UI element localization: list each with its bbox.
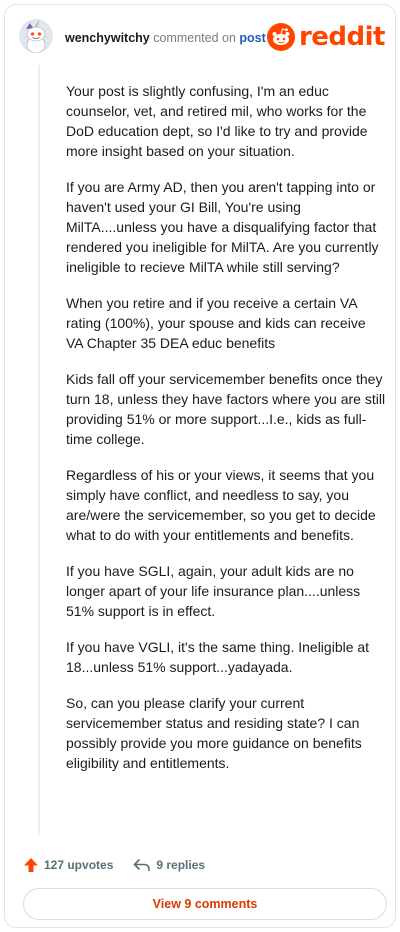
comment-header bbox=[19, 19, 385, 59]
comment-paragraph: Kids fall off your servicemember benefits once they turn 18, unless they have factors where you are still providing 51% or more support...I.e., kids as full-time college. bbox=[66, 371, 386, 447]
comment-paragraph: So, can you please clarify your current servicemember status and residing state? I can possibly provide you more guidance on benefits eligibility and entitlements. bbox=[66, 695, 362, 771]
reply-arrow-icon bbox=[133, 858, 151, 872]
comment-paragraph: Your post is slightly confusing, I'm an educ counselor, vet, and retired mil, who works for the DoD education dept, so I'd like to try and provide more insight based on your situation. bbox=[66, 83, 368, 159]
reddit-snoo-icon bbox=[267, 23, 295, 51]
comment-paragraph: If you are Army AD, then you aren't tapping into or haven't used your GI Bill, You're using MilTA....unless you have a disqualifying factor that rendered you ineligible for MilTA. Are you currently ineligible to recieve MilTA while still serving? bbox=[66, 179, 379, 275]
comment-card bbox=[4, 4, 396, 928]
comment-body bbox=[66, 81, 386, 789]
reply-count: 9 replies bbox=[156, 858, 206, 872]
byline-verb: commented on bbox=[153, 31, 236, 45]
post-link[interactable]: post bbox=[239, 31, 266, 45]
upvote-arrow-icon bbox=[23, 857, 39, 873]
upvote-count: 127 upvotes bbox=[44, 858, 114, 872]
username-link[interactable]: wenchywitchy bbox=[65, 31, 150, 45]
reddit-wordmark: reddit bbox=[298, 22, 385, 52]
reddit-logo[interactable] bbox=[267, 21, 385, 53]
upvote-button[interactable] bbox=[23, 857, 113, 873]
byline bbox=[65, 31, 266, 45]
view-comments-button[interactable]: View 9 comments bbox=[23, 888, 387, 920]
snoo-avatar-icon bbox=[19, 19, 53, 53]
thread-line bbox=[38, 65, 40, 835]
comment-paragraph: When you retire and if you receive a certain VA rating (100%), your spouse and kids can receive VA Chapter 35 DEA educ benefits bbox=[66, 295, 366, 351]
comment-actions bbox=[23, 855, 225, 875]
comment-paragraph: If you have SGLI, again, your adult kids are no longer apart of your life insurance plan....unless 51% support is in effect. bbox=[66, 563, 361, 619]
comment-paragraph: If you have VGLI, it's the same thing. Ineligible at 18...unless 51% support...yadayada. bbox=[66, 639, 370, 675]
comment-paragraph: Regardless of his or your views, it seems that you simply have conflict, and needless to say, you are/were the servicemember, so you get to decide what to do with your entitlements and benefits. bbox=[66, 467, 376, 543]
replies-button[interactable] bbox=[133, 858, 205, 872]
avatar[interactable] bbox=[19, 19, 53, 53]
